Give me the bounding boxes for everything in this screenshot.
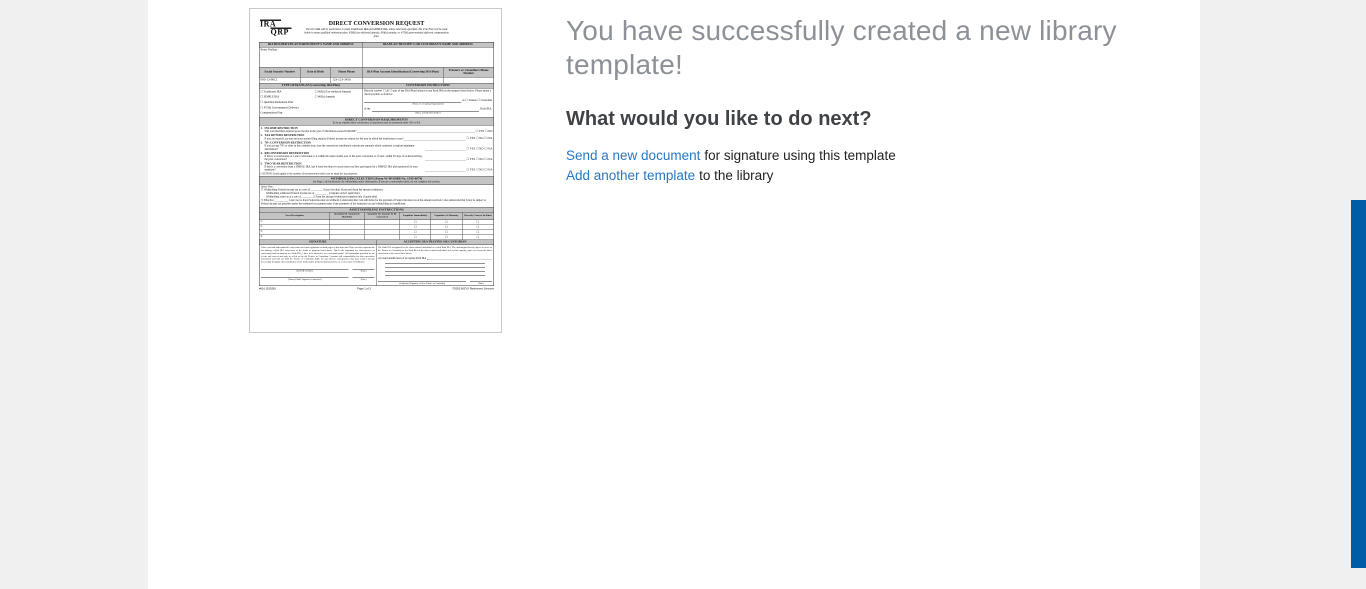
accepting-cell (377, 245, 494, 285)
conversion-text: Directly convert ☐ all ☐ part of my IRA/Plan balance to my Roth IRA in the manner listed below. Please make a check payable as follows: (363, 89, 492, 97)
date-caption: (Date) (360, 269, 367, 273)
action-send-document (566, 146, 1146, 166)
asset-table-row: 1. ☐ ☐ ☐ (260, 220, 494, 225)
checkbox-icon: ☐ (476, 220, 480, 224)
questions-section (260, 126, 494, 177)
checkbox-icon: ☐ (413, 220, 417, 224)
question-5: 5. TWO YEAR RESTRICTION If this is a conversion from a SIMPLE IRA, has it been less than two years since you first participated in a SIMPLE IRA plan sponsored by your employer? ☐ YES ☐ NO ☐ N/A (260, 162, 493, 172)
form-subtitle: The term IRA will be used below to mean Traditional IRA and SIMPLE IRA, unless otherwise specified. The term Plan will be used below to mean qualified retirement plan, 403(b) tax-sheltered annuity, 403(a) annuity, or 457(b) governmental deferred compensation plan. (304, 28, 449, 39)
checkbox-icon: ☐ (476, 230, 480, 234)
dob-header: Date of Birth (300, 67, 331, 77)
withholding-option: ☐ Effective __________, I elect not to have Federal income tax withheld. I understand that I am still liable for the payment of Federal income tax on the amount received. I also understand that I may be subject to Federal income tax penalties under the estimated tax payment rules if my payments of the estimated tax and withholding are insufficient. (261, 198, 487, 206)
plan-type-option: ☐ Traditional IRA (260, 90, 282, 94)
next-step-heading: What would you like to do next? (566, 108, 872, 130)
conversion-roth: Roth IRA. (480, 107, 492, 111)
form-body (259, 42, 494, 286)
action-add-template (566, 166, 1146, 186)
direct-conversion-requirements-banner: DIRECT CONVERSION REQUIREMENTS To be an eligible direct conversion, all questions must be answered either NO or NA. (260, 117, 494, 125)
question-1: 1. INCOME RESTRICTION Will your modified adjusted gross income in the year of distribution exceed $100,000? ☐ YES ☐ NO (260, 126, 493, 134)
asset-table-header: Asset Description Quantity Or Amount In IRA/Plan Quantity Or Amount To Be Converted Liquidate Immediately Liquidate At Maturity Directly Convert In Kind (260, 213, 494, 220)
form-title: DIRECT CONVERSION REQUEST (328, 19, 425, 27)
ssn-header: Social Security Number (260, 67, 301, 77)
send-document-suffix: for signature using this template (704, 148, 896, 163)
sig-caption-holder: (Roth IRA Holder) (296, 269, 314, 273)
success-message-block (566, 14, 1146, 186)
withholding-body (260, 185, 494, 208)
page-number: Page 1 of 2 (357, 287, 371, 291)
sig-caption-notary: (Notary Public Signature if notarized) (288, 278, 322, 281)
plan-type-option: ☐ 403(a) Annuity (314, 95, 335, 99)
content-panel (148, 0, 1200, 589)
trustee-phone-value (444, 77, 494, 83)
select-one-label: Select One: (261, 185, 274, 189)
question-2: 2. TAX RETURN RESTRICTION If you are married, are you and your spouse filing separate Federal income tax returns for the year in which the distribution occurs? ☐ YES ☐ NO ☐ N/A (260, 134, 493, 141)
add-another-template-link[interactable]: Add another template (566, 168, 696, 183)
signature-header: SIGNATURE (260, 240, 377, 244)
signature-text: I have read and understand the conversion rules and regulations on both pages of this form and I have met the requirements for making a Roth IRA conversion of the funds or property listed above. Due to the important tax consequences of converting funds or property to a Roth IRA, I have been advised to see a tax professional. All information provided by me is true and correct and may be relied on by the Trustee or Custodian. I assume full responsibility for this conversion transaction and will not hold the Trustee or Custodian liable for any adverse consequences that may result. I hereby irrevocably designate this contribution of the funds and/or property indicated above as a conversion contribution. (261, 245, 375, 264)
conversion-instructions-header: CONVERSION INSTRUCTIONS (362, 83, 493, 87)
checkbox-icon: ☐ (413, 235, 417, 239)
trustee-header: IRA/PLAN TRUSTEE'S OR CUSTODIAN'S NAME AND ADDRESS (362, 43, 493, 47)
form-header (259, 18, 494, 42)
date-caption: (Date) (360, 278, 367, 281)
accepting-sig-caption: (Authorized Signature of New Trustee or Custodian) (398, 281, 446, 285)
question-3: 3. 70½ CONVERSION RESTRICTION If you are age 70½ or older in this calendar year, does the conversion contribution contain any amounts which constitute a required minimum distribution? ☐ YES ☐ NO ☐ N/A (260, 141, 493, 151)
date-caption: (Date) (478, 281, 484, 285)
plan-type-option: ☐ 403(b) Tax-sheltered Annuity (314, 90, 351, 94)
plan-type-checkboxes (260, 88, 363, 117)
copyright: ©2000 BISYS Retirement Services (452, 287, 494, 291)
account-id-value (362, 77, 443, 83)
withholding-option: ☐ Withholding Federal income tax at a rate of _________% (not less than 10 percent) from the amount withdrawn. (261, 188, 384, 192)
signature-cell (260, 245, 377, 285)
side-accent-bar[interactable] (1351, 200, 1366, 568)
trustee-phone-header: Trustee's or Custodian's Phone Number (444, 67, 494, 77)
withholding-election-banner: WITHHOLDING ELECTION (Form W-4P/OMB No. 1545-0074) See Page 2 of this form for the withholding notice information. If you are a nonresident alien, do not complete this section. (260, 177, 494, 185)
asset-handling-banner: ASSET HANDLING INSTRUCTIONS (260, 208, 494, 213)
checkbox-icon: ☐ (476, 225, 480, 229)
home-phone-value: 123-123-3456 (332, 77, 351, 82)
checkbox-icon: ☐ (413, 230, 417, 234)
ira-qrp-logo (260, 20, 292, 37)
type-of-ira-header: TYPE OF IRA/PLAN (Converting IRA/Plan) (260, 83, 363, 87)
question-4: 4. RECONVERSION RESTRICTION If this is a reconversion of a prior conversion, is it within the same taxable year of the prior conversion or, if later, within 30 days of recharacterizing the prior conversion? ☐ YES ☐ NO ☐ N/A (260, 151, 493, 162)
checkbox-icon: ☐ (445, 220, 448, 224)
conversion-caption-2: (Name of Roth IRA Holder) (415, 111, 441, 115)
conversion-as: as ☐ Trustee ☐ Custodian (462, 98, 492, 102)
holder-name-value: Peter Walker (260, 47, 363, 67)
trustee-name-value (362, 47, 493, 67)
plan-type-option: ☐ SIMPLE IRA (260, 95, 280, 99)
plan-type-option: ☐ Qualified Retirement Plan (260, 101, 294, 105)
dob-value (300, 77, 331, 83)
send-new-document-link[interactable]: Send a new document (566, 148, 701, 163)
holder-header: IRA HOLDER'S/PLAN PARTICIPANT'S NAME AND ADDRESS (260, 43, 363, 47)
checkbox-icon: ☐ (476, 235, 480, 239)
form-footer (259, 287, 494, 290)
plan-type-option: ☐ 457(b) Governmental Deferred Compensation Plan (260, 106, 299, 115)
asset-table-row: 3. ☐ ☐ ☐ (260, 230, 494, 235)
conversion-ofthe: of the (363, 107, 371, 111)
signature-body (260, 245, 494, 285)
add-template-suffix: to the library (699, 168, 774, 183)
conversion-instructions-body (362, 88, 493, 117)
asset-table-row: 2. ☐ ☐ ☐ (260, 225, 494, 230)
logo-line-2: QRP (271, 28, 292, 37)
name-address-values (260, 47, 494, 67)
checkbox-icon: ☐ (445, 225, 448, 229)
account-id-header: IRA/Plan Account Identification (Converting IRA/Plan) (362, 67, 443, 77)
checkbox-icon: ☐ (445, 230, 448, 234)
withholding-option: Withholding state tax at a rate of _________% from the amount withdrawn (complete only if applicable) (266, 195, 378, 199)
type-conversion-body (260, 88, 494, 117)
conversion-caption-1: (Name of Accepting Organization) (412, 102, 444, 106)
checkbox-icon: ☐ (445, 235, 448, 239)
document-form (259, 18, 494, 290)
checkbox-icon: ☐ (413, 225, 417, 229)
accepting-account-label: Account Identification of Accepting Roth IRA (378, 256, 427, 260)
template-document-thumbnail (249, 8, 502, 333)
form-number: #616 (3/2000) (259, 287, 276, 291)
caution-note: CAUTION: Limits apply to the number of reconversions which can be made for tax purposes. (260, 172, 358, 176)
id-headers (260, 67, 494, 77)
logo-line-1: IRA (260, 20, 281, 29)
home-phone-header: Home Phone (331, 67, 362, 77)
ssn-value: 000-13-9012 (260, 77, 301, 83)
page-title: You have successfully created a new library template! (566, 15, 1117, 80)
accepting-header: ACCEPTING IRA TRUSTEE OR CUSTODIAN (377, 240, 494, 244)
accepting-text: The Roth IRA designated by the above-named individual is a valid Roth IRA. The undersigned hereby agrees to serve as the Trustee or Custodian for the Roth IRA of the above-named individual and, in that capacity, agrees to accept the direct conversion of the assets listed above: (378, 245, 492, 255)
asset-table-row: 4. ☐ ☐ ☐ (260, 235, 494, 240)
withholding-option: Withholding additional Federal income tax of __________ (complete only if applicable) (266, 191, 360, 195)
